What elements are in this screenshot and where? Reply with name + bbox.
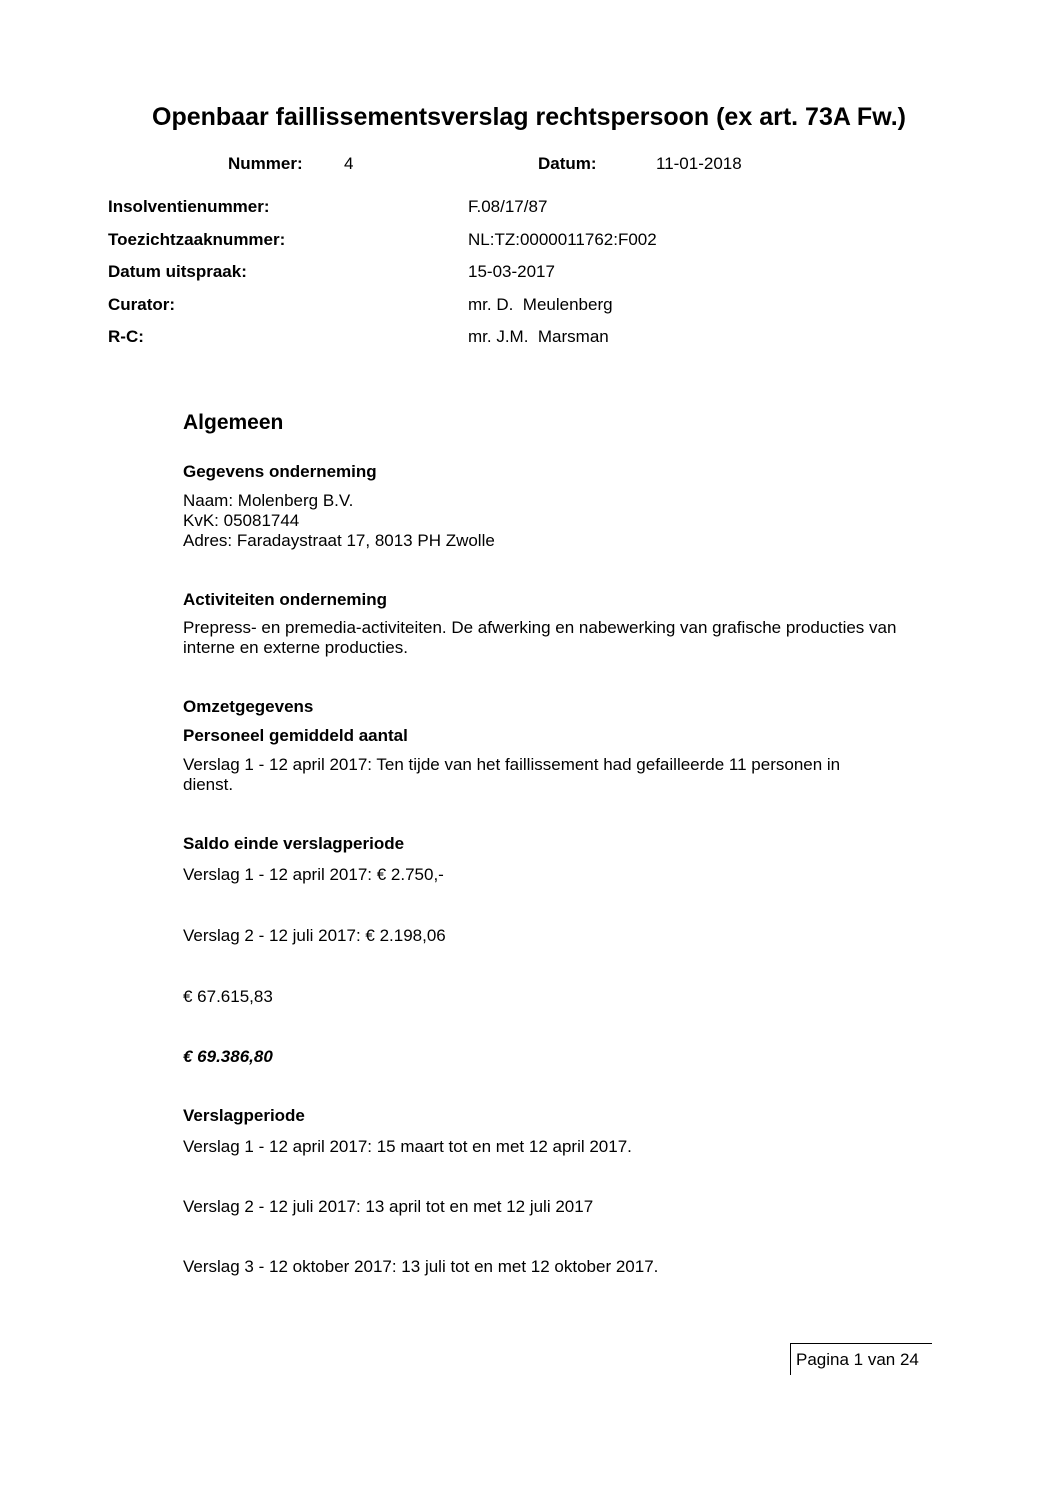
- gegevens-kvk: KvK: 05081744: [183, 511, 300, 530]
- personeel-line-1: Verslag 1 - 12 april 2017: Ten tijde van het faillissement had gefailleerde 11 personen in: [183, 755, 841, 774]
- page-number-box: [790, 1343, 932, 1375]
- datum-value: 11-01-2018: [656, 154, 742, 173]
- heading-verslagperiode: Verslagperiode: [183, 1106, 305, 1125]
- meta-label-toezichtzaaknummer: Toezichtzaaknummer:: [108, 230, 286, 249]
- heading-activiteiten-onderneming: Activiteiten onderneming: [183, 590, 388, 609]
- saldo-verslag-1: Verslag 1 - 12 april 2017: € 2.750,-: [183, 865, 444, 884]
- gegevens-naam: Naam: Molenberg B.V.: [183, 491, 354, 510]
- heading-personeel: Personeel gemiddeld aantal: [183, 726, 408, 745]
- meta-label-rc: R-C:: [108, 327, 144, 346]
- personeel-text: [183, 755, 943, 795]
- meta-value-insolventienummer: F.08/17/87: [468, 197, 548, 216]
- personeel-line-2: dienst.: [183, 775, 234, 794]
- meta-label-curator: Curator:: [108, 295, 176, 314]
- saldo-verslag-3: € 67.615,83: [183, 987, 273, 1006]
- saldo-verslag-2: Verslag 2 - 12 juli 2017: € 2.198,06: [183, 926, 446, 945]
- heading-gegevens-onderneming: Gegevens onderneming: [183, 462, 377, 481]
- nummer-value: 4: [344, 154, 354, 173]
- meta-label-insolventienummer: Insolventienummer:: [108, 197, 270, 216]
- gegevens-adres: Adres: Faradaystraat 17, 8013 PH Zwolle: [183, 531, 495, 550]
- page-number: Pagina 1 van 24: [796, 1350, 919, 1369]
- meta-value-datum-uitspraak: 15-03-2017: [468, 262, 555, 281]
- verslagperiode-1: Verslag 1 - 12 april 2017: 15 maart tot en met 12 april 2017.: [183, 1137, 632, 1156]
- activiteiten-line-2: interne en externe producties.: [183, 638, 408, 657]
- activiteiten-line-1: Prepress- en premedia-activiteiten. De afwerking en nabewerking van grafische producties van: [183, 618, 897, 637]
- verslagperiode-3: Verslag 3 - 12 oktober 2017: 13 juli tot en met 12 oktober 2017.: [183, 1257, 659, 1276]
- nummer-label: Nummer:: [228, 154, 303, 173]
- heading-saldo: Saldo einde verslagperiode: [183, 834, 405, 853]
- activiteiten-text: [183, 618, 943, 658]
- section-title-algemeen: Algemeen: [183, 411, 284, 434]
- document-title: Openbaar faillissementsverslag rechtspersoon (ex art. 73A Fw.): [152, 103, 906, 131]
- meta-value-rc: mr. J.M. Marsman: [468, 327, 609, 346]
- meta-label-datum-uitspraak: Datum uitspraak:: [108, 262, 247, 281]
- heading-omzetgegevens: Omzetgegevens: [183, 697, 314, 716]
- verslagperiode-2: Verslag 2 - 12 juli 2017: 13 april tot en met 12 juli 2017: [183, 1197, 594, 1216]
- meta-value-curator: mr. D. Meulenberg: [468, 295, 613, 314]
- saldo-totaal: € 69.386,80: [183, 1047, 273, 1066]
- datum-label: Datum:: [538, 154, 597, 173]
- meta-value-toezichtzaaknummer: NL:TZ:0000011762:F002: [468, 230, 657, 249]
- gegevens-onderneming-text: [183, 491, 943, 551]
